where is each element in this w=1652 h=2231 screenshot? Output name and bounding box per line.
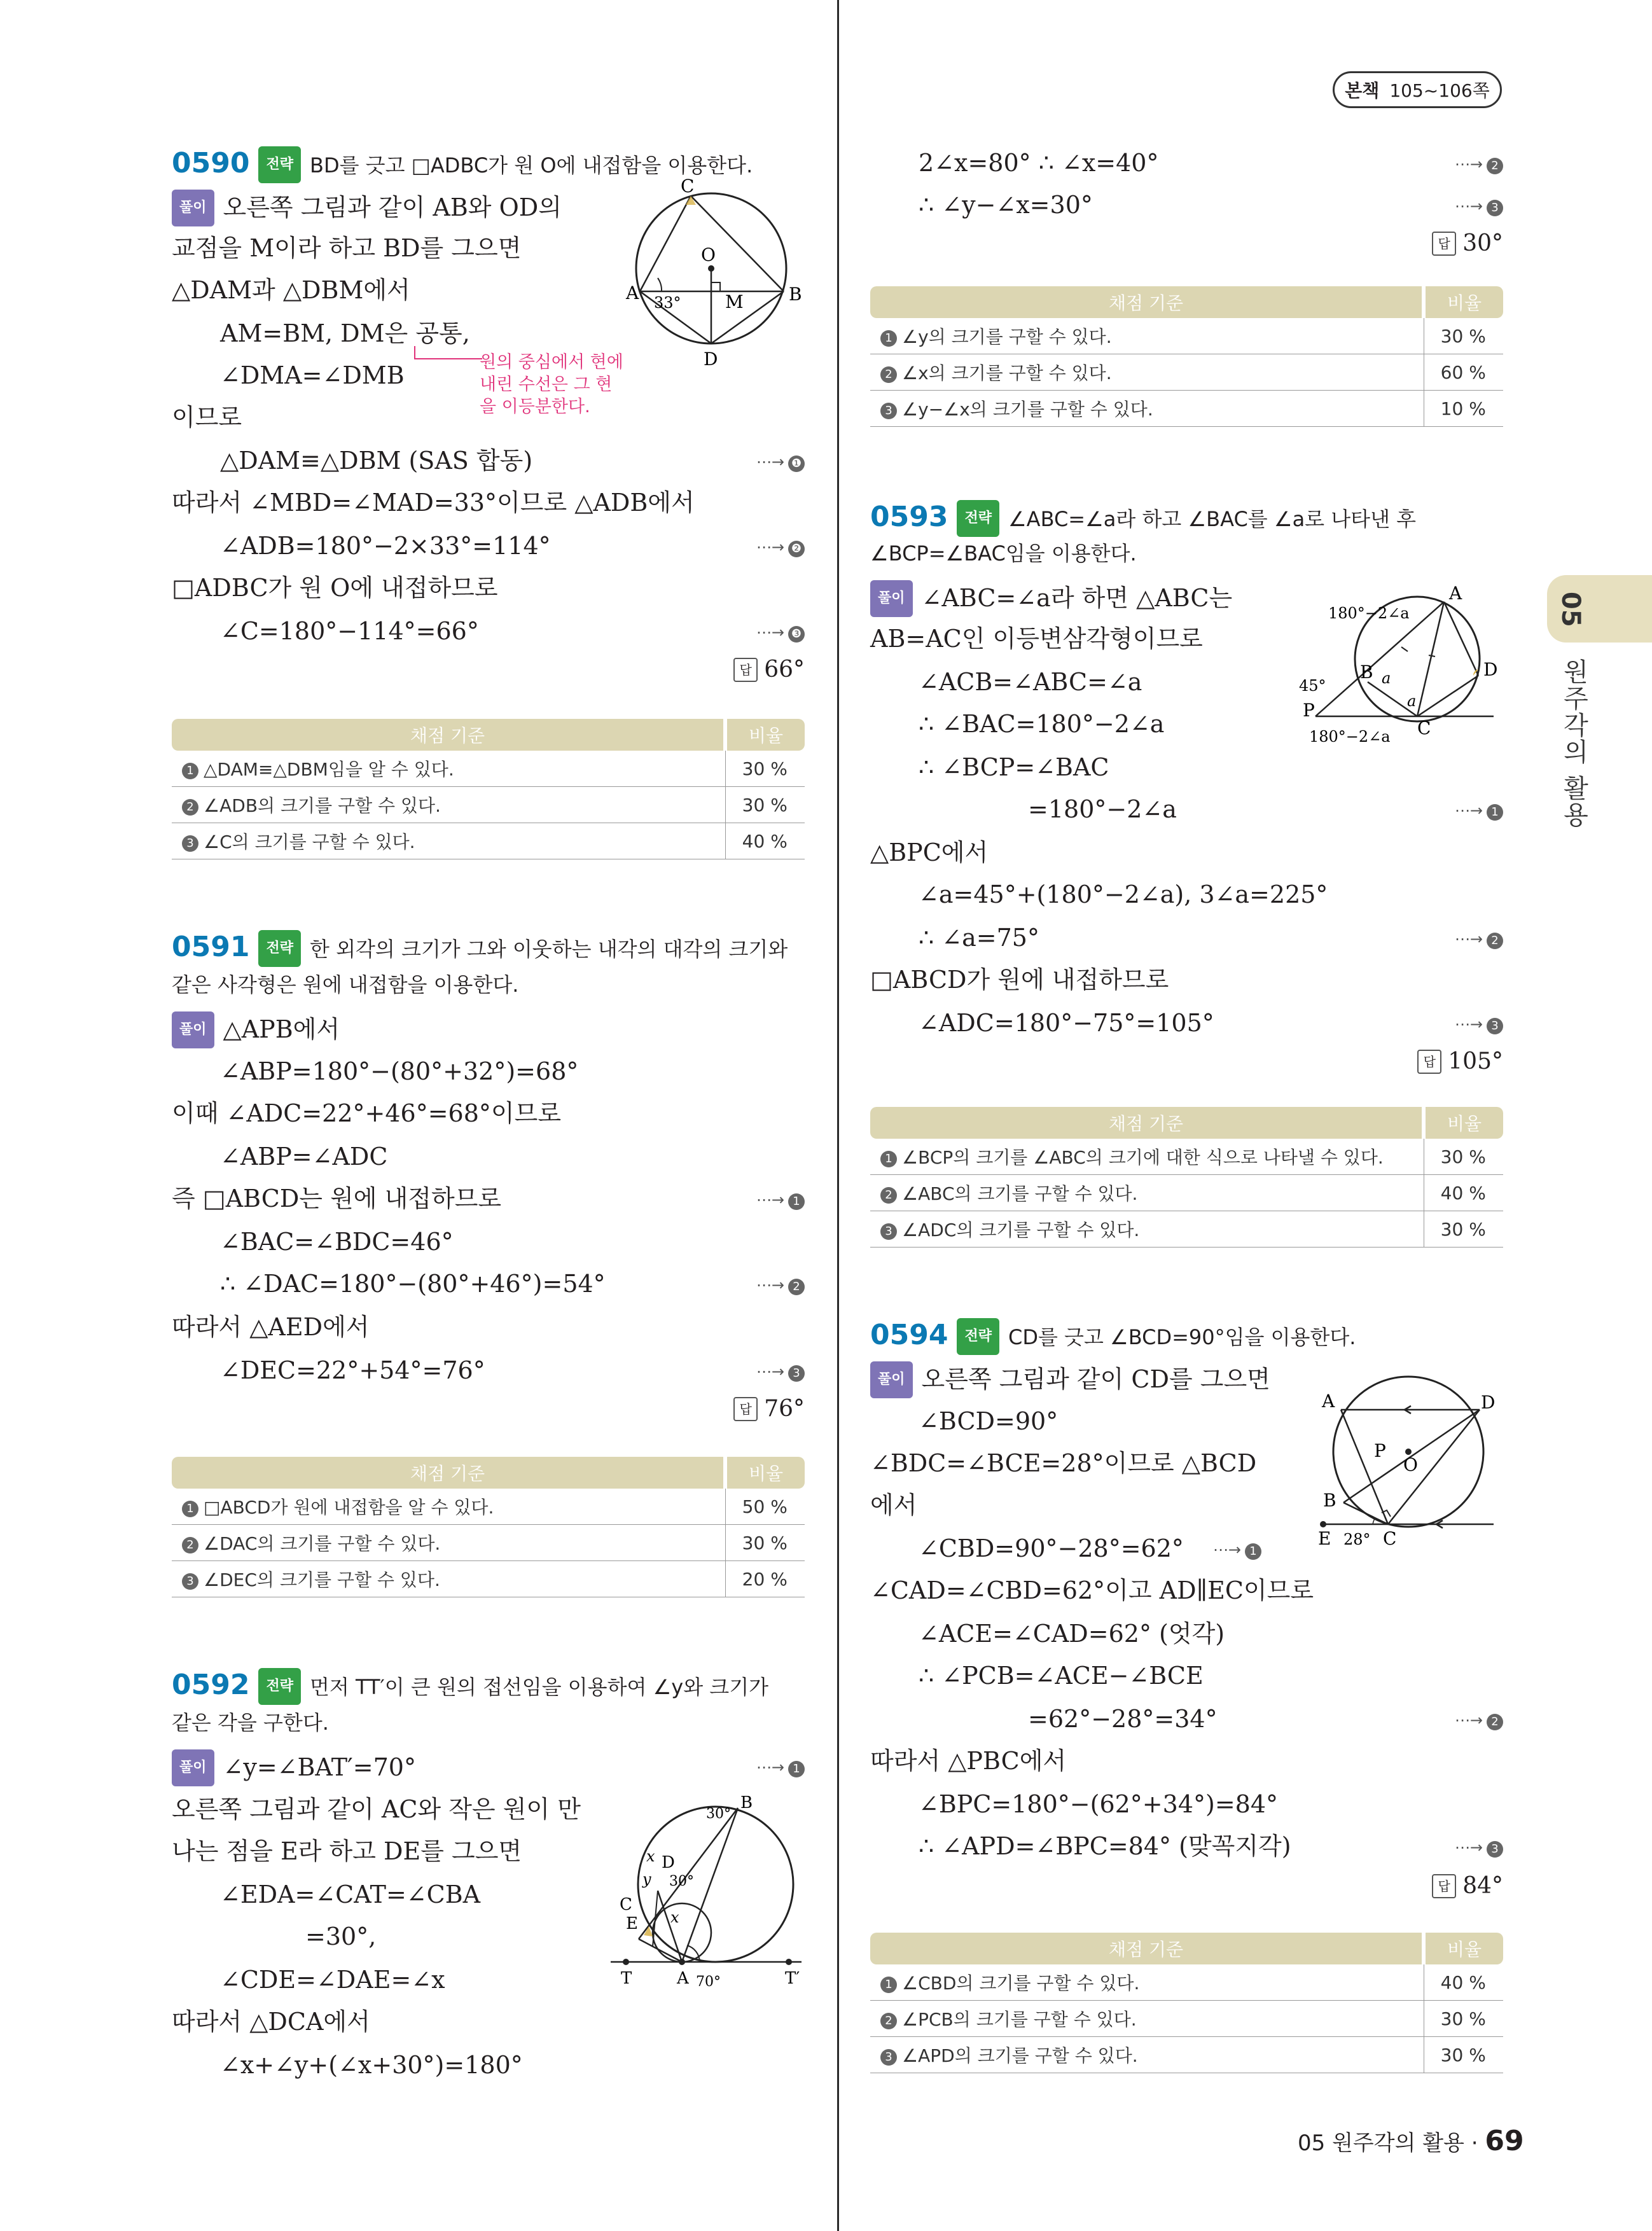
table-row: 1 □ABCD가 원에 내접함을 알 수 있다. 50 % — [172, 1489, 805, 1525]
column-divider — [837, 0, 839, 2231]
solution-line: ∠BPC=180°−(62°+34°)=84° — [919, 1790, 1279, 1818]
step-marker: ⋯→ 3 — [756, 1363, 805, 1382]
table-row: 1 △DAM≡△DBM임을 알 수 있다. 30 % — [172, 751, 805, 787]
solution-line: ∠a=45°+(180°−2∠a), 3∠a=225° — [919, 880, 1328, 908]
step-marker: ⋯→ ❸ — [756, 623, 805, 643]
svg-text:A: A — [677, 1969, 689, 1988]
step-marker: ⋯→ 2 — [1455, 930, 1503, 949]
solution-line: □ADBC가 원 O에 내접하므로 — [172, 574, 498, 602]
note-connector — [413, 345, 483, 364]
problem-number: 0591 — [172, 931, 250, 963]
solution-chip: 풀이 — [172, 190, 214, 226]
table-row: 2 ∠x의 크기를 구할 수 있다. 60 % — [870, 354, 1503, 391]
solution-line: ∠DMA=∠DMB — [220, 361, 405, 389]
solution-line: ∠CBD=90°−28°=62° — [919, 1534, 1184, 1562]
solution-line: 따라서 ∠MBD=∠MAD=33°이므로 △ADB에서 — [172, 489, 695, 517]
svg-text:O: O — [1403, 1454, 1418, 1475]
table-row: 3 ∠DEC의 크기를 구할 수 있다. 20 % — [172, 1561, 805, 1597]
step-marker: ⋯→ 2 — [1455, 155, 1503, 174]
svg-text:180°−2∠a: 180°−2∠a — [1309, 728, 1391, 746]
solution-line: △DAM≡△DBM (SAS 합동) — [220, 447, 533, 475]
page-footer: 05 원주각의 활용 · 69 — [1298, 2125, 1524, 2157]
scoring-table-0594: 채점 기준 비율 1 ∠CBD의 크기를 구할 수 있다. 40 % 2 ∠PCB의 크기를 구할 수 있다. 30 % 3 ∠APD의 크기를 구할 수 있다. 30 % — [870, 1933, 1503, 2073]
svg-text:A: A — [1449, 583, 1462, 604]
chapter-number: 05 — [1556, 592, 1585, 627]
reference-book-label: 본책 — [1345, 80, 1380, 101]
solution-line: ∴ ∠BCP=∠BAC — [919, 753, 1109, 781]
strategy-chip: 전략 — [258, 146, 301, 183]
svg-text:C: C — [681, 176, 695, 197]
solution-line: =180°−2∠a — [1028, 795, 1177, 823]
strategy-text: ∠ABC=∠a라 하고 ∠BAC를 ∠a로 나타낸 후 — [1008, 507, 1417, 531]
problem-number: 0590 — [172, 147, 250, 179]
svg-text:D: D — [1483, 659, 1498, 680]
svg-text:x: x — [646, 1847, 655, 1865]
solution-chip: 풀이 — [870, 1361, 913, 1398]
solution-line: 풀이 ∠y=∠BAT′=70° — [172, 1749, 416, 1786]
svg-text:T: T — [621, 1969, 632, 1988]
table-row: 3 ∠ADC의 크기를 구할 수 있다. 30 % — [870, 1211, 1503, 1248]
solution-line: 에서 — [870, 1491, 917, 1519]
solution-line: ∠EDA=∠CAT=∠CBA — [220, 1880, 481, 1908]
solution-chip: 풀이 — [870, 580, 913, 617]
step-marker: ⋯→ 3 — [1455, 1838, 1503, 1858]
table-row: 1 ∠CBD의 크기를 구할 수 있다. 40 % — [870, 1964, 1503, 2001]
side-note: 원의 중심에서 현에 내린 수선은 그 현 을 이등분한다. — [480, 352, 623, 417]
step-marker: ⋯→ 1 — [756, 1191, 805, 1210]
svg-text:33°: 33° — [654, 294, 681, 312]
step-marker: ⋯→ ❶ — [756, 453, 805, 472]
svg-text:45°: 45° — [1299, 677, 1326, 695]
solution-line: ∠BCD=90° — [919, 1407, 1059, 1435]
figure-0590 — [626, 176, 814, 377]
figure-0593 — [1299, 580, 1500, 758]
answer: 답 84° — [1432, 1873, 1503, 1899]
problem-number: 0593 — [870, 501, 948, 533]
svg-text:A: A — [626, 282, 639, 303]
strategy-text: BD를 긋고 □ADBC가 원 O에 내접함을 이용한다. — [309, 153, 753, 177]
step-marker: ⋯→ 2 — [1455, 1711, 1503, 1730]
solution-chip: 풀이 — [172, 1749, 214, 1786]
svg-text:O: O — [701, 244, 716, 265]
solution-line: ∠BDC=∠BCE=28°이므로 △BCD — [870, 1449, 1257, 1477]
table-row: 1 ∠y의 크기를 구할 수 있다. 30 % — [870, 318, 1503, 354]
step-marker: ⋯→ 3 — [1455, 197, 1503, 216]
solution-line: ∠C=180°−114°=66° — [220, 617, 479, 645]
svg-text:a: a — [1382, 669, 1391, 687]
chapter-title: 원주각의 활용 — [1559, 658, 1588, 828]
problem-number: 0594 — [870, 1319, 948, 1351]
svg-text:D: D — [704, 349, 718, 370]
strategy-chip: 전략 — [957, 500, 999, 537]
step-marker: ⋯→ 3 — [1455, 1015, 1503, 1034]
solution-line: ∠ADB=180°−2×33°=114° — [220, 532, 551, 560]
solution-line: 풀이 오른쪽 그림과 같이 AB와 OD의 — [172, 190, 562, 226]
svg-text:D: D — [1481, 1392, 1496, 1413]
solution-line: 이므로 — [172, 403, 242, 431]
solution-line: ∠ABP=∠ADC — [220, 1143, 388, 1171]
solution-line: 따라서 △AED에서 — [172, 1313, 370, 1341]
solution-line: 풀이 △APB에서 — [172, 1011, 340, 1048]
problem-0593-header — [870, 500, 1416, 537]
solution-line: ∴ ∠PCB=∠ACE−∠BCE — [919, 1662, 1204, 1690]
problem-number: 0592 — [172, 1669, 250, 1701]
step-marker: ⋯→ ❷ — [756, 538, 805, 557]
svg-text:30°: 30° — [669, 1873, 694, 1889]
svg-text:D: D — [662, 1853, 675, 1872]
page-number: 69 — [1485, 2125, 1524, 2157]
answer-icon: 답 — [1432, 232, 1456, 256]
svg-text:E: E — [1318, 1528, 1331, 1549]
solution-line: ∠ABP=180°−(80°+32°)=68° — [220, 1057, 579, 1085]
scoring-table-0593: 채점 기준 비율 1 ∠BCP의 크기를 ∠ABC의 크기에 대한 식으로 나타낼 수 있다. 30 % 2 ∠ABC의 크기를 구할 수 있다. 40 % 3 ∠ADC의 크기를 구할 수 있다. 30 % — [870, 1107, 1503, 1248]
solution-line: ∴ ∠APD=∠BPC=84° (맞꼭지각) — [919, 1832, 1291, 1860]
strategy-text: 같은 각을 구한다. — [172, 1711, 329, 1735]
svg-text:M: M — [725, 291, 744, 312]
reference-pages: 105~106쪽 — [1389, 80, 1490, 101]
strategy-text: ∠BCP=∠BAC임을 이용한다. — [870, 541, 1137, 566]
svg-text:y: y — [642, 1870, 651, 1888]
answer-icon: 답 — [733, 658, 758, 682]
solution-line: =62°−28°=34° — [1028, 1705, 1218, 1733]
solution-line: ∠DEC=22°+54°=76° — [220, 1356, 485, 1384]
solution-line: ∠BAC=∠BDC=46° — [220, 1228, 454, 1256]
scoring-table-0592: 채점 기준 비율 1 ∠y의 크기를 구할 수 있다. 30 % 2 ∠x의 크기를 구할 수 있다. 60 % 3 ∠y−∠x의 크기를 구할 수 있다. 10 % — [870, 286, 1503, 427]
problem-0594-header — [870, 1318, 1356, 1355]
solution-line: 따라서 △DCA에서 — [172, 2008, 370, 2036]
solution-line: ∴ ∠a=75° — [919, 924, 1039, 952]
strategy-text: 먼저 TT′이 큰 원의 접선임을 이용하여 ∠y와 크기가 — [309, 1675, 769, 1699]
solution-line: =30°, — [305, 1922, 377, 1950]
svg-text:P: P — [1374, 1440, 1386, 1461]
solution-line: ∠CAD=∠CBD=62°이고 AD∥EC이므로 — [870, 1576, 1314, 1604]
scoring-table-0590: 채점 기준 비율 1 △DAM≡△DBM임을 알 수 있다. 30 % 2 ∠ADB의 크기를 구할 수 있다. 30 % 3 ∠C의 크기를 구할 수 있다. 40 % — [172, 719, 805, 859]
svg-text:A: A — [1322, 1391, 1335, 1412]
solution-line: 나는 점을 E라 하고 DE를 그으면 — [172, 1837, 522, 1865]
step-marker: ⋯→ 1 — [1455, 802, 1503, 821]
solution-line: ∴ ∠y−∠x=30° — [919, 191, 1093, 219]
solution-line: 풀이 ∠ABC=∠a라 하면 △ABC는 — [870, 580, 1232, 617]
solution-line: ∠x+∠y+(∠x+30°)=180° — [220, 2051, 523, 2079]
solution-line: ∠ADC=180°−75°=105° — [919, 1009, 1214, 1037]
solution-line: □ABCD가 원에 내접하므로 — [870, 966, 1169, 994]
table-row: 2 ∠ABC의 크기를 구할 수 있다. 40 % — [870, 1175, 1503, 1211]
solution-line: 교점을 M이라 하고 BD를 그으면 — [172, 234, 522, 262]
solution-line: 따라서 △PBC에서 — [870, 1747, 1067, 1775]
answer-icon: 답 — [733, 1397, 758, 1421]
strategy-text: 같은 사각형은 원에 내접함을 이용한다. — [172, 973, 519, 997]
svg-text:E: E — [626, 1914, 638, 1933]
table-row: 3 ∠C의 크기를 구할 수 있다. 40 % — [172, 823, 805, 859]
solution-line: 이때 ∠ADC=22°+46°=68°이므로 — [172, 1099, 562, 1127]
figure-0592 — [611, 1795, 808, 1992]
step-marker: ⋯→ 1 — [1213, 1541, 1261, 1560]
solution-line: ∠CDE=∠DAE=∠x — [220, 1966, 445, 1994]
step-marker: ⋯→ 1 — [756, 1758, 805, 1777]
table-row: 2 ∠ADB의 크기를 구할 수 있다. 30 % — [172, 787, 805, 823]
table-row: 2 ∠PCB의 크기를 구할 수 있다. 30 % — [870, 2001, 1503, 2037]
answer: 답 76° — [733, 1396, 805, 1422]
svg-text:C: C — [620, 1895, 632, 1914]
scoring-table-0591: 채점 기준 비율 1 □ABCD가 원에 내접함을 알 수 있다. 50 % 2 ∠DAC의 크기를 구할 수 있다. 30 % 3 ∠DEC의 크기를 구할 수 있다. 20 % — [172, 1457, 805, 1597]
solution-line: 2∠x=80° ∴ ∠x=40° — [919, 149, 1159, 177]
solution-line: 오른쪽 그림과 같이 AC와 작은 원이 만 — [172, 1795, 581, 1823]
svg-text:x: x — [670, 1908, 679, 1926]
strategy-chip: 전략 — [957, 1318, 999, 1355]
svg-text:C: C — [1383, 1528, 1397, 1549]
svg-text:B: B — [740, 1793, 753, 1812]
table-row: 3 ∠y−∠x의 크기를 구할 수 있다. 10 % — [870, 391, 1503, 427]
solution-line: 풀이 오른쪽 그림과 같이 CD를 그으면 — [870, 1361, 1270, 1398]
svg-text:a: a — [1407, 692, 1417, 710]
solution-line: △BPC에서 — [870, 838, 989, 866]
answer: 답 66° — [733, 657, 805, 683]
answer: 답 105° — [1417, 1048, 1503, 1074]
solution-line: ∴ ∠DAC=180°−(80°+46°)=54° — [220, 1270, 606, 1298]
page-reference — [1333, 71, 1502, 108]
solution-line: △DAM과 △DBM에서 — [172, 276, 410, 304]
svg-text:28°: 28° — [1343, 1531, 1371, 1548]
problem-0592-header — [172, 1668, 768, 1705]
answer: 답 30° — [1432, 230, 1503, 256]
svg-text:C: C — [1417, 718, 1431, 739]
solution-line: ∠ACE=∠CAD=62° (엇각) — [919, 1620, 1225, 1648]
strategy-chip: 전략 — [258, 1668, 301, 1705]
solution-line: AM=BM, DM은 공통, — [220, 319, 470, 347]
table-row: 3 ∠APD의 크기를 구할 수 있다. 30 % — [870, 2037, 1503, 2073]
answer-icon: 답 — [1432, 1874, 1456, 1898]
footer-chapter: 05 원주각의 활용 — [1298, 2130, 1464, 2156]
svg-text:B: B — [789, 284, 802, 305]
table-row: 2 ∠DAC의 크기를 구할 수 있다. 30 % — [172, 1525, 805, 1561]
figure-0594 — [1309, 1369, 1500, 1547]
strategy-text: 한 외각의 크기가 그와 이웃하는 내각의 대각의 크기와 — [309, 937, 788, 961]
svg-text:180°−2∠a: 180°−2∠a — [1328, 604, 1410, 622]
solution-line: ∴ ∠BAC=180°−2∠a — [919, 710, 1165, 738]
svg-text:P: P — [1303, 700, 1315, 721]
solution-chip: 풀이 — [172, 1011, 214, 1048]
solution-line: AB=AC인 이등변삼각형이므로 — [870, 625, 1203, 653]
strategy-chip: 전략 — [258, 930, 301, 967]
svg-text:30°: 30° — [706, 1806, 731, 1822]
svg-text:T′: T′ — [785, 1969, 800, 1988]
problem-0590-header — [172, 146, 753, 183]
step-marker: ⋯→ 2 — [756, 1276, 805, 1295]
solution-line: ∠ACB=∠ABC=∠a — [919, 668, 1142, 696]
svg-text:B: B — [1360, 662, 1373, 683]
answer-icon: 답 — [1417, 1050, 1441, 1074]
solution-line: 즉 □ABCD는 원에 내접하므로 — [172, 1185, 502, 1213]
strategy-text: CD를 긋고 ∠BCD=90°임을 이용한다. — [1008, 1325, 1356, 1349]
problem-0591-header — [172, 930, 788, 967]
svg-text:70°: 70° — [696, 1974, 721, 1990]
table-row: 1 ∠BCP의 크기를 ∠ABC의 크기에 대한 식으로 나타낼 수 있다. 30 % — [870, 1139, 1503, 1175]
svg-text:B: B — [1323, 1490, 1336, 1511]
